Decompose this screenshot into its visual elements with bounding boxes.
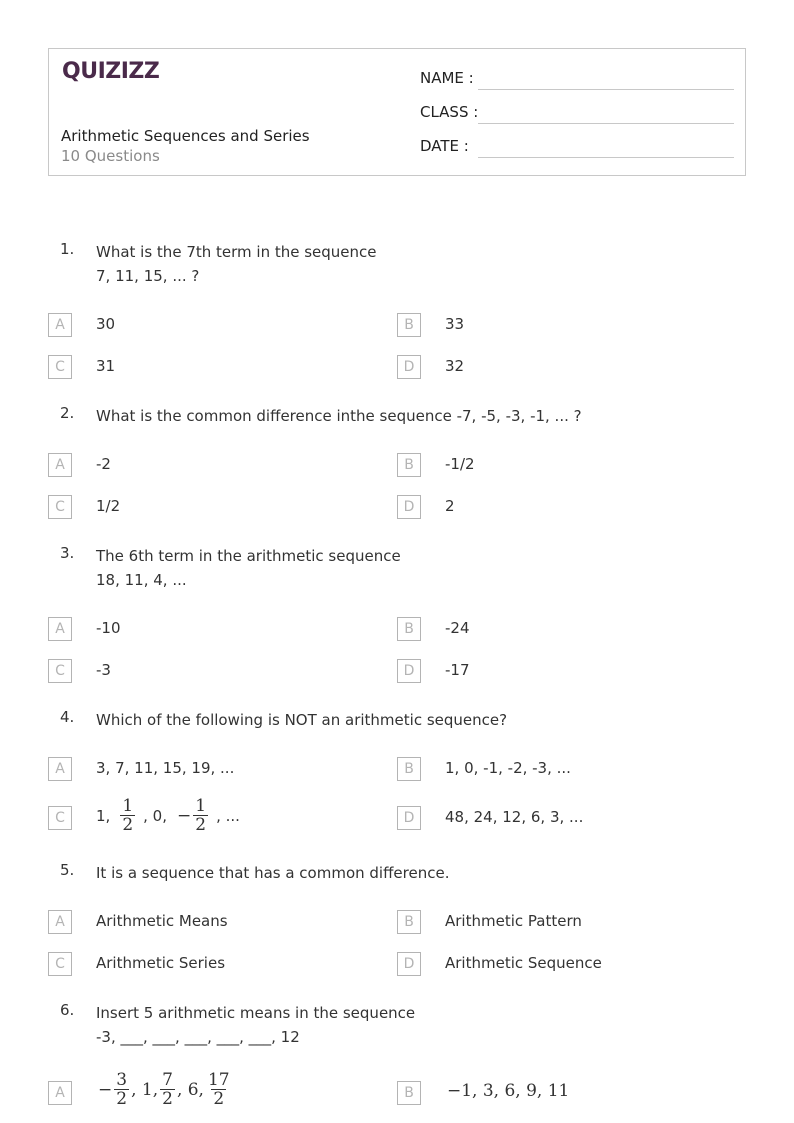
name-line[interactable] (478, 89, 734, 90)
option-text: -17 (445, 661, 470, 679)
fraction-denominator: 2 (195, 815, 207, 835)
fraction (120, 797, 135, 834)
sequence-part: , 6, (176, 1079, 204, 1100)
option-letter: A (48, 910, 72, 934)
question-number: 5. (60, 861, 75, 879)
question-number: 4. (60, 708, 75, 726)
option-text: 30 (96, 315, 116, 333)
option-letter: B (397, 453, 421, 477)
sequence-part: , 1, (131, 1079, 159, 1100)
option-text: 33 (445, 315, 465, 333)
fraction-numerator: 3 (116, 1070, 128, 1090)
option-letter: A (48, 1081, 72, 1105)
option-letter: B (397, 1081, 421, 1105)
fraction-numerator: 1 (122, 796, 134, 816)
option-text: 48, 24, 12, 6, 3, ... (445, 808, 584, 826)
option-letter: C (48, 806, 72, 830)
option-text: -1/2 (445, 455, 475, 473)
worksheet-title: Arithmetic Sequences and Series (61, 127, 310, 145)
fraction (193, 797, 208, 834)
option-text: 31 (96, 357, 116, 375)
question-text: Insert 5 arithmetic means in the sequence -3, ___, ___, ___, ___, ___, 12 (96, 1004, 416, 1046)
option-letter: D (397, 806, 421, 830)
option-text: 32 (445, 357, 465, 375)
option-letter: D (397, 495, 421, 519)
date-field[interactable] (420, 137, 734, 159)
option-text: −1, 3, 6, 9, 11 (447, 1081, 570, 1101)
fraction-numerator: 7 (162, 1070, 173, 1090)
option-text: -3 (96, 661, 111, 679)
option-letter: A (48, 757, 72, 781)
option-letter: C (48, 495, 72, 519)
fraction-denominator: 2 (213, 1089, 225, 1109)
option-text: Arithmetic Series (96, 954, 226, 972)
option-letter: B (397, 910, 421, 934)
sequence-part: , 0, (143, 806, 167, 825)
option-letter: D (397, 952, 421, 976)
question-number: 6. (60, 1001, 75, 1019)
question-number: 2. (60, 404, 75, 422)
option-text: 3, 7, 11, 15, 19, ... (96, 759, 235, 777)
option-letter: A (48, 617, 72, 641)
date-label: DATE : (420, 137, 469, 155)
minus-sign: − (98, 1079, 113, 1100)
option-text: -2 (96, 455, 111, 473)
option-letter: D (397, 355, 421, 379)
option-letter: B (397, 617, 421, 641)
fraction-numerator: 1 (195, 796, 207, 816)
option-text: -10 (96, 619, 121, 637)
option-text: Arithmetic Pattern (445, 912, 582, 930)
date-line[interactable] (478, 157, 734, 158)
fraction (114, 1071, 129, 1108)
name-label: NAME : (420, 69, 474, 87)
option-letter: B (397, 313, 421, 337)
fraction (206, 1071, 232, 1108)
option-text (96, 797, 240, 834)
option-text: Arithmetic Sequence (445, 954, 602, 972)
worksheet-header (48, 48, 746, 176)
fraction (160, 1071, 175, 1108)
sequence-part: 1, (96, 806, 111, 825)
option-text: 1/2 (96, 497, 121, 515)
quizizz-logo: QUIZIZZ (62, 59, 160, 84)
option-letter: A (48, 453, 72, 477)
fraction-denominator: 2 (122, 815, 134, 835)
class-label: CLASS : (420, 103, 479, 121)
question-text: What is the common difference inthe sequence -7, -5, -3, -1, ... ? (96, 407, 582, 425)
sequence-part: , ... (216, 806, 240, 825)
fraction-denominator: 2 (162, 1089, 173, 1109)
question-text: What is the 7th term in the sequence 7, 11, 15, ... ? (96, 243, 377, 285)
option-letter: C (48, 355, 72, 379)
fraction-numerator: 17 (207, 1070, 230, 1090)
question-text: It is a sequence that has a common difference. (96, 864, 450, 882)
option-letter: B (397, 757, 421, 781)
question-number: 3. (60, 544, 75, 562)
class-field[interactable] (420, 103, 734, 125)
option-text: -24 (445, 619, 470, 637)
minus-sign: − (177, 805, 192, 826)
option-text: 1, 0, -1, -2, -3, ... (445, 759, 571, 777)
question-count: 10 Questions (61, 147, 160, 165)
option-text (98, 1071, 234, 1108)
option-text: Arithmetic Means (96, 912, 228, 930)
question-text: Which of the following is NOT an arithmetic sequence? (96, 711, 508, 729)
option-letter: C (48, 659, 72, 683)
question-number: 1. (60, 240, 75, 258)
name-field[interactable] (420, 69, 734, 91)
option-letter: A (48, 313, 72, 337)
question-text: The 6th term in the arithmetic sequence 18, 11, 4, ... (96, 547, 401, 589)
class-line[interactable] (478, 123, 734, 124)
option-letter: D (397, 659, 421, 683)
option-text: 2 (445, 497, 455, 515)
fraction-denominator: 2 (116, 1089, 128, 1109)
option-letter: C (48, 952, 72, 976)
